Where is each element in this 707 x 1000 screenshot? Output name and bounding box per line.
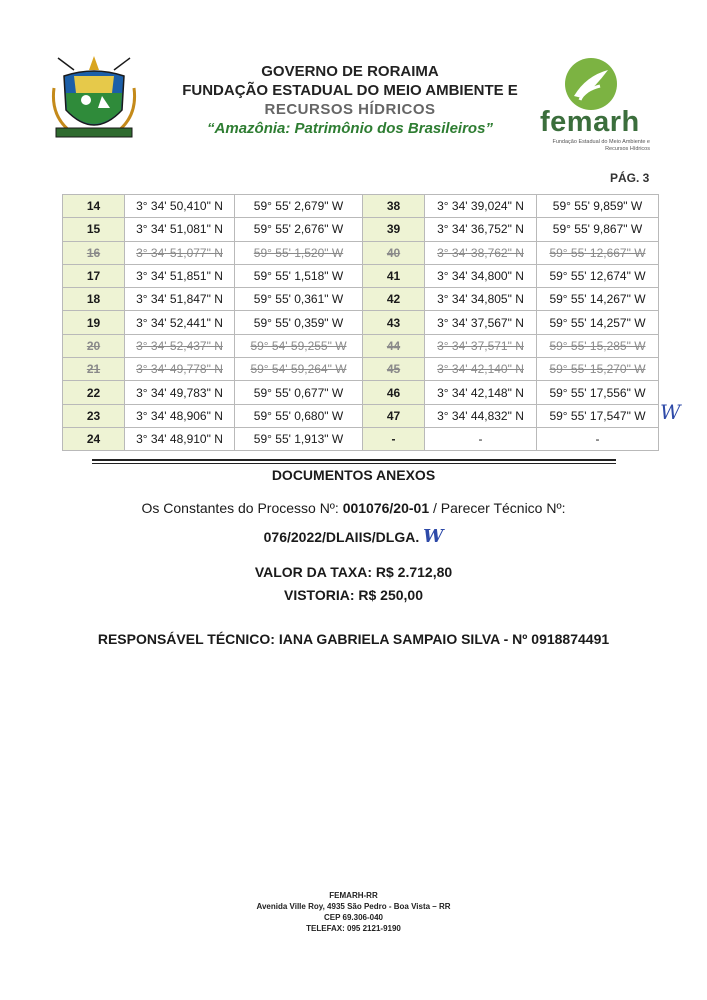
point-number-cell: 44 [363, 334, 425, 357]
coordinate-cell: 3° 34' 51,851" N [125, 264, 235, 287]
footer [0, 890, 707, 934]
footer-address: Avenida Ville Roy, 4935 São Pedro - Boa Vista – RR [256, 902, 451, 911]
table-row [63, 311, 659, 334]
point-number-cell: 39 [363, 218, 425, 241]
documents-title: DOCUMENTOS ANEXOS [271, 467, 436, 483]
opinion-prefix: / Parecer Técnico Nº: [429, 500, 566, 516]
coordinate-cell: 3° 34' 39,024" N [425, 195, 537, 218]
point-number-cell: 16 [63, 241, 125, 264]
coordinate-cell: 3° 34' 44,832" N [425, 404, 537, 427]
coordinate-cell: 3° 34' 52,437" N [125, 334, 235, 357]
state-coat-of-arms [44, 48, 144, 148]
coordinate-cell: 3° 34' 36,752" N [425, 218, 537, 241]
table-row [63, 381, 659, 404]
point-number-cell: 41 [363, 264, 425, 287]
fee-value: VALOR DA TAXA: R$ 2.712,80 [254, 564, 453, 580]
coordinate-cell: 59° 55' 15,270" W [537, 358, 659, 381]
coordinate-cell: 3° 34' 49,783" N [125, 381, 235, 404]
coordinate-cell: 3° 34' 51,077" N [125, 241, 235, 264]
process-prefix: Os Constantes do Processo Nº: [141, 500, 343, 516]
point-number-cell: 47 [363, 404, 425, 427]
inspection-value: VISTORIA: R$ 250,00 [283, 587, 424, 603]
coordinate-cell: 59° 55' 12,667" W [537, 241, 659, 264]
point-number-cell: 40 [363, 241, 425, 264]
coordinate-cell: 59° 55' 2,676" W [235, 218, 363, 241]
point-number-cell: 46 [363, 381, 425, 404]
coordinate-cell: 59° 55' 0,359" W [235, 311, 363, 334]
point-number-cell: 14 [63, 195, 125, 218]
table-row [63, 241, 659, 264]
coordinate-cell: 59° 54' 59,264" W [235, 358, 363, 381]
section-divider-thin [92, 463, 616, 464]
coordinate-cell: - [537, 427, 659, 450]
coordinate-cell: 3° 34' 51,081" N [125, 218, 235, 241]
coordinate-cell: 59° 55' 0,361" W [235, 288, 363, 311]
opinion-number: 076/2022/DLAIIS/DLGA. [263, 529, 420, 545]
coordinate-cell: 3° 34' 48,906" N [125, 404, 235, 427]
table-row [63, 334, 659, 357]
point-number-cell: 43 [363, 311, 425, 334]
process-line [0, 500, 707, 516]
coordinate-cell: 3° 34' 37,571" N [425, 334, 537, 357]
coordinate-cell: 3° 34' 51,847" N [125, 288, 235, 311]
point-number-cell: 20 [63, 334, 125, 357]
femarh-logo-subtitle: Fundação Estadual do Meio Ambiente e Recursos Hídricos [552, 139, 650, 152]
table-row [63, 195, 659, 218]
coordinate-cell: 59° 55' 9,859" W [537, 195, 659, 218]
coordinate-cell: 3° 34' 34,800" N [425, 264, 537, 287]
coordinates-table [62, 194, 659, 451]
opinion-line [0, 526, 707, 547]
coordinate-cell: 3° 34' 34,805" N [425, 288, 537, 311]
coordinate-cell: - [425, 427, 537, 450]
coordinate-cell: 59° 55' 2,679" W [235, 195, 363, 218]
point-number-cell: 22 [63, 381, 125, 404]
coordinates-table-body [63, 195, 659, 451]
process-number: 001076/20-01 [342, 500, 430, 516]
footer-org: FEMARH-RR [329, 891, 378, 900]
coordinate-cell: 3° 34' 37,567" N [425, 311, 537, 334]
point-number-cell: 15 [63, 218, 125, 241]
coordinate-cell: 59° 55' 14,257" W [537, 311, 659, 334]
coordinate-cell: 3° 34' 48,910" N [125, 427, 235, 450]
coordinate-cell: 59° 55' 15,285" W [537, 334, 659, 357]
header-foundation: FUNDAÇÃO ESTADUAL DO MEIO AMBIENTE E [182, 82, 518, 99]
footer-phone: TELEFAX: 095 2121-9190 [306, 924, 401, 933]
coordinate-cell: 59° 55' 9,867" W [537, 218, 659, 241]
coordinate-cell: 59° 55' 0,677" W [235, 381, 363, 404]
footer-cep: CEP 69.306-040 [323, 913, 383, 922]
coordinate-cell: 59° 55' 17,556" W [537, 381, 659, 404]
section-divider [92, 459, 616, 461]
header-motto: “Amazônia: Patrimônio dos Brasileiros” [207, 120, 493, 137]
point-number-cell: 24 [63, 427, 125, 450]
point-number-cell: 21 [63, 358, 125, 381]
point-number-cell: 38 [363, 195, 425, 218]
coordinate-cell: 3° 34' 42,140" N [425, 358, 537, 381]
point-number-cell: 19 [63, 311, 125, 334]
point-number-cell: - [363, 427, 425, 450]
point-number-cell: 45 [363, 358, 425, 381]
header-water-resources: RECURSOS HÍDRICOS [264, 101, 436, 118]
coordinate-cell: 59° 55' 1,913" W [235, 427, 363, 450]
femarh-logo-icon [556, 56, 626, 112]
point-number-cell: 17 [63, 264, 125, 287]
coordinate-cell: 59° 55' 0,680" W [235, 404, 363, 427]
coordinate-cell: 59° 54' 59,255" W [235, 334, 363, 357]
coordinate-cell: 59° 55' 17,547" W [537, 404, 659, 427]
table-row [63, 427, 659, 450]
table-row [63, 358, 659, 381]
point-number-cell: 42 [363, 288, 425, 311]
handwritten-initials: W [660, 400, 681, 424]
header-block [150, 62, 550, 139]
table-row [63, 264, 659, 287]
coordinate-cell: 59° 55' 14,267" W [537, 288, 659, 311]
coordinate-cell: 59° 55' 1,520" W [235, 241, 363, 264]
table-row [63, 404, 659, 427]
table-row [63, 288, 659, 311]
coordinate-cell: 3° 34' 38,762" N [425, 241, 537, 264]
table-row [63, 218, 659, 241]
coordinate-cell: 59° 55' 12,674" W [537, 264, 659, 287]
point-number-cell: 23 [63, 404, 125, 427]
coordinate-cell: 3° 34' 42,148" N [425, 381, 537, 404]
opinion-initials: W [423, 526, 444, 547]
femarh-logo-text: femarh [540, 106, 640, 138]
coordinate-cell: 3° 34' 52,441" N [125, 311, 235, 334]
page-number: PÁG. 3 [610, 171, 650, 185]
coordinate-cell: 59° 55' 1,518" W [235, 264, 363, 287]
coordinate-cell: 3° 34' 50,410" N [125, 195, 235, 218]
point-number-cell: 18 [63, 288, 125, 311]
header-government: GOVERNO DE RORAIMA [261, 63, 439, 80]
responsible-technician: RESPONSÁVEL TÉCNICO: IANA GABRIELA SAMPAIO SILVA - Nº 0918874491 [97, 631, 610, 647]
coordinate-cell: 3° 34' 49,778" N [125, 358, 235, 381]
